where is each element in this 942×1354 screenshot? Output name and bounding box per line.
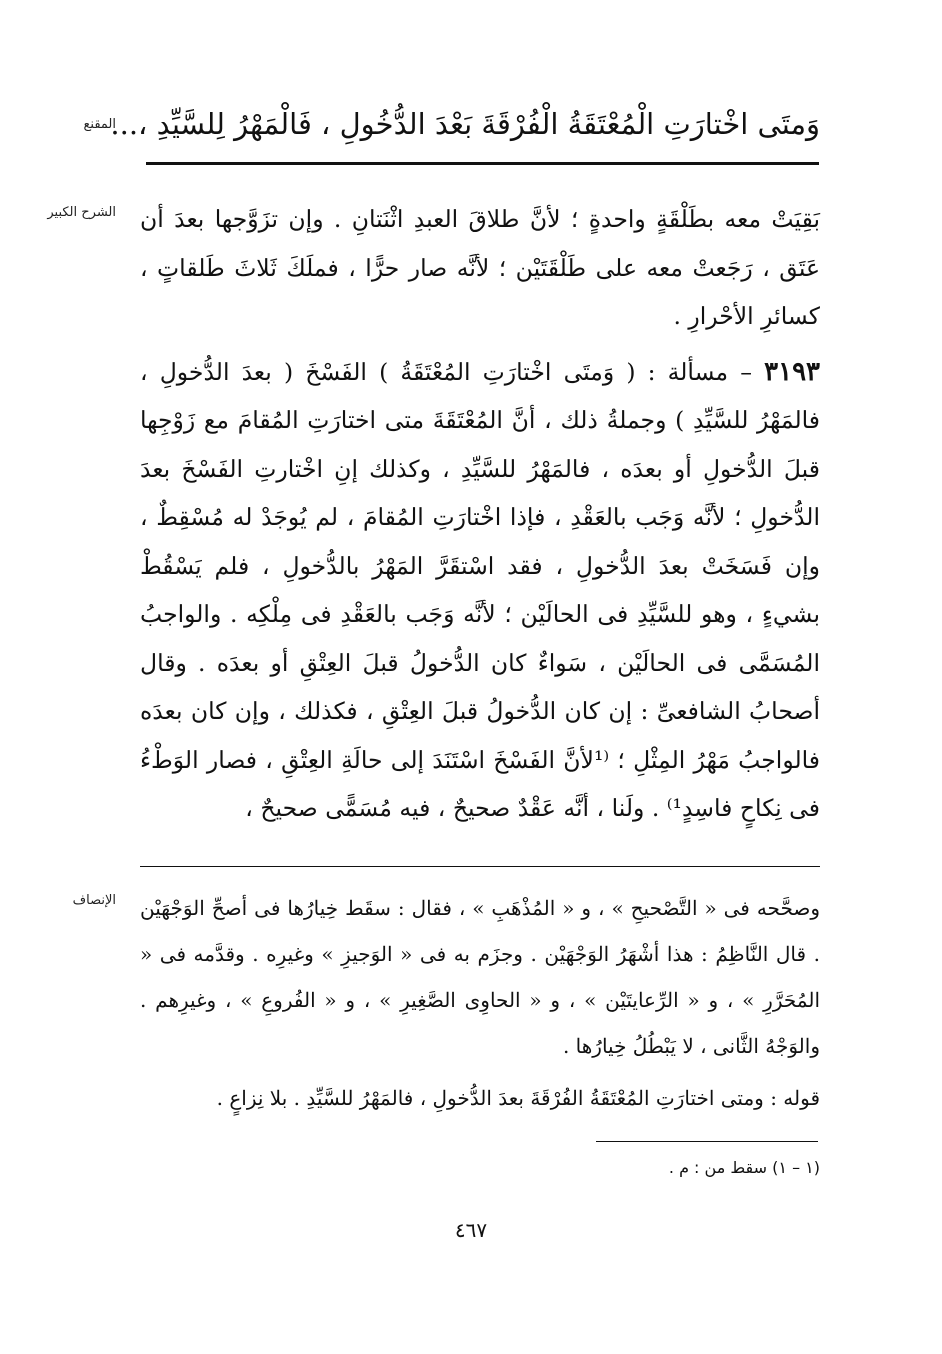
insaf-paragraph-2: قوله : ومتى اختارَتِ المُعْتَقَةُ الفُرْقَةَ بعدَ الدُّخولِ ، فالمَهْرُ للسَّيِّدِ . بلا نِزاعٍ . [216,1086,820,1110]
sharh-divider [140,866,820,867]
sharh-paragraph-1: بَقِيَتْ معه بطَلْقَةٍ واحدةٍ ؛ لأنَّ طلاقَ العبدِ اثْنَتانِ . وإن تزَوَّجها بعدَ أن عَتَق ، رَجَعتْ معه على طَلْقَتَيْن ؛ لأنَّه صار حرًّا ، فملَكَ ثَلاثَ طَلقاتٍ ، كسائرِ الأحْرارِ . [140,205,820,330]
footnote-divider [596,1141,818,1142]
sharh-section [140,195,820,833]
insaf-label: الإنصاف [72,893,116,908]
muqni-label: المقنع [83,117,116,132]
muqni-text: وَمتَى اخْتارَتِ الْمُعْتَقَةُ الْفُرْقَةَ بَعْدَ الدُّخُولِ ، فَالْمَهْرُ لِلسَّيِّدِ ،... [110,107,820,141]
masala-text: – مسألة : ( وَمتَى اخْتارَتِ المُعْتَقَةُ ) الفَسْخَ ( بعدَ الدُّخولِ ، فالمَهْرُ للسَّيِّدِ ) وجملةُ ذلك ، أنَّ المُعْتَقَةَ متى اختارَتِ المُقامَ مع زَوْجِها قبلَ الدُّخولِ أو بعدَه ، فالمَهْرُ للسَّيِّدِ ، وكذلك إنِ اخْتارتِ الفَسْخَ بعدَ الدُّخولِ ؛ لأنَّه وَجَب بالعَقْدِ ، فإذا اخْتارَتِ المُقامَ ، لم يُوجَدْ له مُسْقِطٌ ، وإن فَسَخَتْ بعدَ الدُّخولِ ، فقد اسْتقَرَّ المَهْرُ بالدُّخولِ ، فلم يَسْقُطْ بشيءٍ ، وهو للسَّيِّدِ فى الحالَيْن ؛ لأنَّه وَجَب بالعَقْدِ فى مِلْكِه . والواجبُ المُسَمَّى فى الحالَيْن ، سَواءٌ كان الدُّخولُ قبلَ العِتْقِ أو بعدَه . وقال أصحابُ الشافعىِّ : إن كان الدُّخولُ قبلَ العِتْقِ ، فكذلك ، وإن كان بعدَه فالواجبُ مَهْرُ المِثْلِ ؛ ⁽¹لأنَّ الفَسْخَ اسْتَنَدَ إلى حالَةِ العِتْقِ ، فصار الوَطْءُ فى نِكاحٍ فاسِدٍ¹⁾ . ولَنا ، أنَّه عَقْدٌ صحيحٌ ، فيه مُسَمًّى صحيحٌ ، [140,357,821,822]
muqni-divider [146,162,819,165]
sharh-paragraph-2 [140,348,820,833]
masala-number: ٣١٩٣ [764,356,820,387]
page-number: ٤٦٧ [454,1218,488,1242]
insaf-paragraph-1: وصحَّحه فى « التَّصْحيحِ » ، و « المُذْهَبِ » ، فقال : سقَط خِيارُها فى أصحِّ الوَجْهَيْن . قال النَّاظِمُ : هذا أشْهَرُ الوَجْهَيْن . وجزَم به فى « الوَجيزِ » وغيرِه . وقدَّمه فى « المُحَرَّرِ » ، و « الرِّعايتَيْن » ، و « الحاوِى الصَّغِيرِ » ، و « الفُروعِ » ، وغيرِهم . والوَجْهُ الثَّانى ، لا يَبْطُلُ خِيارُها . [140,896,820,1058]
footnote: (١ – ١) سقط من : م . [668,1158,820,1177]
sharh-label: الشرح الكبير [47,205,116,220]
insaf-section [140,885,820,1121]
